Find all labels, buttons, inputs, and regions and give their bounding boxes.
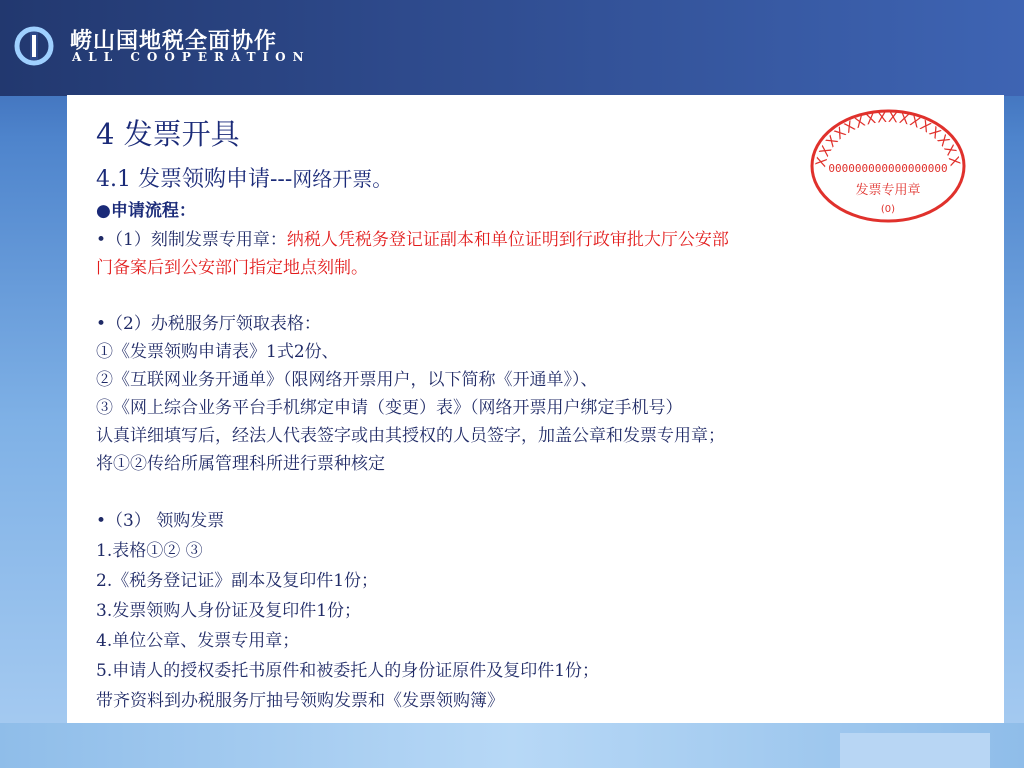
header-bar (0, 0, 1024, 96)
step1-prefix: •（1）刻制发票专用章： (96, 230, 287, 250)
step2-item: ①《发票领购申请表》1式2份、 (96, 342, 339, 362)
seal-sub: (0) (880, 204, 896, 215)
step3-item: 4.单位公章、发票专用章； (96, 631, 300, 651)
subtitle-tail: 网络开票。 (292, 167, 393, 191)
subtitle-main: 4.1 发票领购申请--- (96, 167, 293, 192)
step3-item: 3.发票领购人身份证及复印件1份； (96, 601, 362, 621)
step2-heading: •（2）办税服务厅领取表格： (96, 314, 321, 334)
step3-item: 5.申请人的授权委托书原件和被委托人的身份证原件及复印件1份； (96, 661, 600, 681)
step1-line (96, 226, 956, 254)
section-heading: ●申请流程： (96, 201, 196, 221)
seal-label: 发票专用章 (855, 183, 921, 198)
brand-name-en: ALL COOPERATION (72, 50, 311, 64)
footer-corner-box (840, 733, 990, 768)
step1-red-continuation: 门备案后到公安部门指定地点刻制。 (96, 258, 368, 278)
step3-item: 1.表格①② ③ (96, 541, 203, 561)
slide-title: 4 发票开具 (96, 117, 240, 151)
step3-heading: •（3） 领购发票 (96, 511, 225, 531)
svg-text:XXXXXXXXXXXXXXXX (813, 110, 963, 169)
step2-item: ③《网上综合业务平台手机绑定申请（变更）表》（网络开票用户绑定手机号） (96, 398, 683, 418)
invoice-seal-image (807, 104, 969, 224)
step3-item: 2.《税务登记证》副本及复印件1份； (96, 571, 379, 591)
seal-number: 000000000000000000 (828, 162, 948, 175)
logo-icon (14, 26, 60, 66)
step2-item: 将①②传给所属管理科所进行票种核定 (96, 454, 385, 474)
step3-item: 带齐资料到办税服务厅抽号领购发票和《发票领购簿》 (96, 691, 504, 711)
seal-arc-text: XXXXXXXXXXXXXXXX (813, 109, 963, 169)
step2-item: ②《互联网业务开通单》（限网络开票用户，以下简称《开通单》）、 (96, 370, 598, 390)
step1-red-text: 纳税人凭税务登记证副本和单位证明到行政审批大厅公安部 (286, 230, 729, 250)
brand-name-cn: 崂山国地税全面协作 (70, 29, 278, 54)
step2-item: 认真详细填写后，经法人代表签字或由其授权的人员签字，加盖公章和发票专用章； (96, 426, 725, 446)
